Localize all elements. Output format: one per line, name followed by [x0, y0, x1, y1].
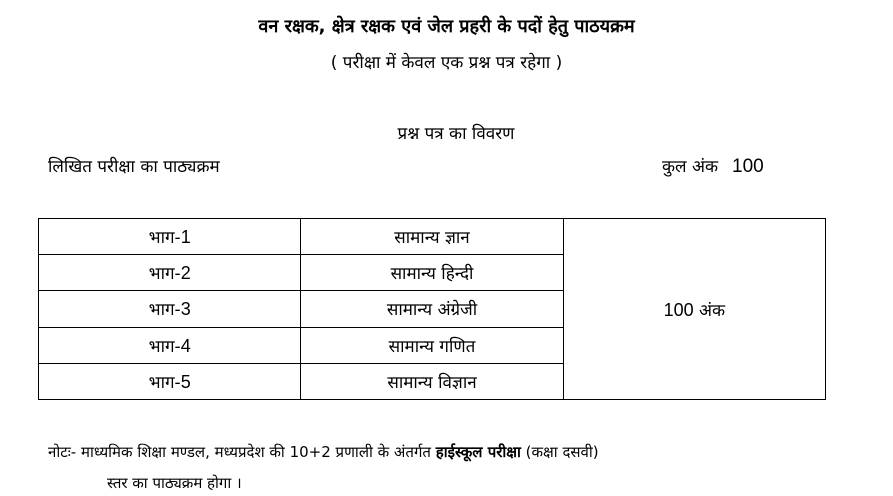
part-cell — [39, 327, 301, 363]
part-prefix: भाग- — [148, 228, 181, 249]
part-cell — [39, 219, 301, 255]
marks-unit: अंक — [699, 300, 726, 321]
syllabus-label: लिखित परीक्षा का पाठ्यक्रम — [48, 157, 220, 177]
part-number: 5 — [180, 371, 191, 392]
marks-number: 100 — [663, 299, 694, 320]
subject-cell: सामान्य ज्ञान — [301, 219, 563, 255]
subject-cell: सामान्य अंग्रेजी — [301, 291, 563, 327]
table-row — [39, 219, 826, 255]
part-number: 3 — [180, 299, 191, 320]
subject-cell: सामान्य विज्ञान — [301, 363, 563, 399]
total-marks-value: 100 — [732, 156, 764, 177]
note-line-2: स्तर का पाठ्यक्रम होगा । — [107, 474, 242, 492]
part-number: 1 — [180, 227, 191, 248]
part-number: 4 — [180, 335, 191, 356]
document-title: वन रक्षक, क्षेत्र रक्षक एवं जेल प्रहरी के पदों हेतु पाठयक्रम — [258, 16, 635, 37]
note-highlight: हाईस्कूल परीक्षा — [435, 443, 521, 461]
total-marks — [662, 154, 764, 178]
note-suffix: (कक्षा दसवी) — [525, 443, 599, 461]
part-cell — [39, 363, 301, 399]
part-prefix: भाग- — [148, 264, 181, 285]
subject-cell: सामान्य गणित — [301, 327, 563, 363]
marks-cell — [563, 219, 825, 400]
section-heading: प्रश्न पत्र का विवरण — [397, 124, 515, 144]
note-line-1 — [48, 442, 599, 462]
part-cell — [39, 291, 301, 327]
part-cell — [39, 255, 301, 291]
papers-table — [38, 218, 826, 400]
subject-cell: सामान्य हिन्दी — [301, 255, 563, 291]
note-prefix: नोटः- माध्यमिक शिक्षा मण्डल, मध्यप्रदेश की 10+2 प्रणाली के अंतर्गत — [48, 443, 431, 461]
part-number: 2 — [180, 263, 191, 284]
part-prefix: भाग- — [148, 300, 181, 321]
document-subtitle: ( परीक्षा में केवल एक प्रश्न पत्र रहेगा ) — [330, 53, 563, 73]
part-prefix: भाग- — [148, 372, 181, 393]
part-prefix: भाग- — [148, 336, 181, 357]
total-marks-label: कुल अंक — [662, 157, 719, 177]
